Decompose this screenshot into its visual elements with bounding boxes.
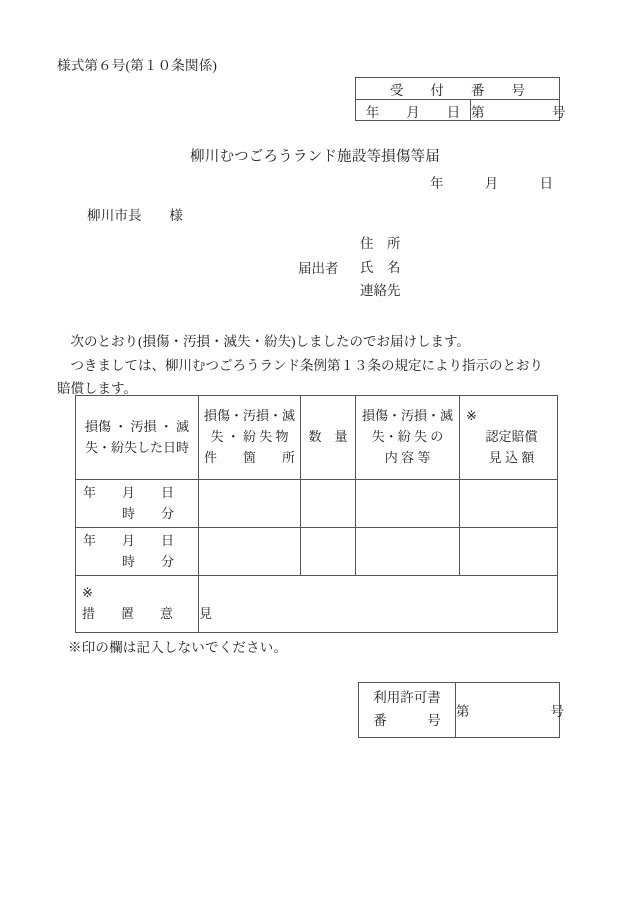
permit-label-line-1: 利用許可書: [373, 690, 441, 706]
header-amount-line-2: 認定賠償: [485, 429, 538, 445]
body-text: [57, 330, 577, 401]
body-paragraph-2-line-1: つきましては、柳川むつごろうランド条例第１３条の規定により指示のとおり: [70, 357, 543, 373]
row-2-detail-field[interactable]: [356, 528, 460, 576]
table-note: ※印の欄は記入しないでください。: [68, 640, 288, 655]
header-amount-line-3: 見 込 額: [488, 449, 535, 465]
memo-value-field[interactable]: [199, 576, 558, 633]
reference-mark-icon: ※: [82, 585, 93, 601]
receipt-box-header: 受 付 番 号: [356, 78, 559, 100]
header-detail-line-1: 損傷・汚損・滅: [361, 408, 453, 424]
table-row: [76, 480, 558, 528]
header-item-line-2: 失 ・ 紛 失 物: [210, 429, 289, 445]
header-item-line-3: 件 箇 所: [203, 449, 295, 465]
header-cell-item-location: [199, 396, 301, 480]
page-title: 柳川むつごろうランド施設等損傷等届: [190, 149, 440, 165]
memo-label-text: 措 置 意 見: [82, 606, 213, 621]
header-detail-line-2: 失・紛 失 の: [371, 429, 444, 445]
row-1-item-field[interactable]: [199, 480, 301, 528]
table-header-row: [76, 396, 558, 480]
header-cell-datetime: [76, 396, 199, 480]
header-datetime-line-2: 失・紛失した日時: [84, 439, 189, 455]
header-detail-line-3: 内 容 等: [384, 449, 431, 465]
row-1-datetime-field[interactable]: [76, 480, 199, 528]
permit-number-box: [358, 682, 564, 738]
header-datetime-line-1: 損傷 ・ 汚損 ・ 滅: [84, 418, 189, 434]
row-1-time-line: 時 分: [121, 505, 174, 521]
submitter-label: 届出者: [298, 261, 339, 277]
body-paragraph-2-line-2: 賠償します。: [57, 381, 137, 397]
form-number: 様式第６号(第１０条関係): [57, 58, 218, 73]
header-cell-amount: [460, 396, 558, 480]
submitter-contact-field[interactable]: 連絡先: [360, 283, 401, 299]
header-quantity-line-1: 数 量: [308, 429, 348, 445]
row-1-amount-field[interactable]: [460, 480, 558, 528]
header-cell-quantity: [301, 396, 356, 480]
submission-date-field[interactable]: 年 月 日: [430, 176, 554, 191]
row-2-time-line: 時 分: [121, 553, 174, 569]
addressee-line: 柳川市長 様: [87, 208, 183, 223]
reference-mark-icon: ※: [466, 408, 477, 424]
permit-number-field[interactable]: 第 号: [456, 704, 564, 719]
receipt-number-box: [355, 77, 566, 121]
row-1-quantity-field[interactable]: [301, 480, 356, 528]
permit-label-line-2: 番 号: [373, 713, 441, 728]
body-paragraph-1: 次のとおり(損傷・汚損・滅失・紛失)しましたのでお届けします。: [70, 334, 470, 349]
memo-label-cell: [76, 576, 213, 633]
submitter-fields: [360, 232, 401, 303]
header-item-line-1: 損傷・汚損・滅: [203, 408, 295, 424]
row-1-detail-field[interactable]: [356, 480, 460, 528]
submitter-name-field[interactable]: 氏 名: [360, 259, 401, 275]
row-2-amount-field[interactable]: [460, 528, 558, 576]
row-2-quantity-field[interactable]: [301, 528, 356, 576]
receipt-box-body: [356, 100, 566, 121]
submitter-block: [298, 232, 401, 303]
submitter-address-field[interactable]: 住 所: [360, 236, 401, 251]
permit-label: [359, 683, 456, 737]
receipt-date-field[interactable]: 年 月 日: [356, 100, 471, 121]
row-1-date-line: 年 月 日: [82, 485, 174, 501]
row-2-datetime-field[interactable]: [76, 528, 199, 576]
table-row: [76, 528, 558, 576]
damage-report-table: [75, 395, 558, 633]
table-memo-row: [76, 576, 558, 633]
row-2-item-field[interactable]: [199, 528, 301, 576]
header-cell-detail: [356, 396, 460, 480]
row-2-date-line: 年 月 日: [82, 533, 174, 549]
receipt-number-field[interactable]: 第 号: [471, 104, 566, 120]
